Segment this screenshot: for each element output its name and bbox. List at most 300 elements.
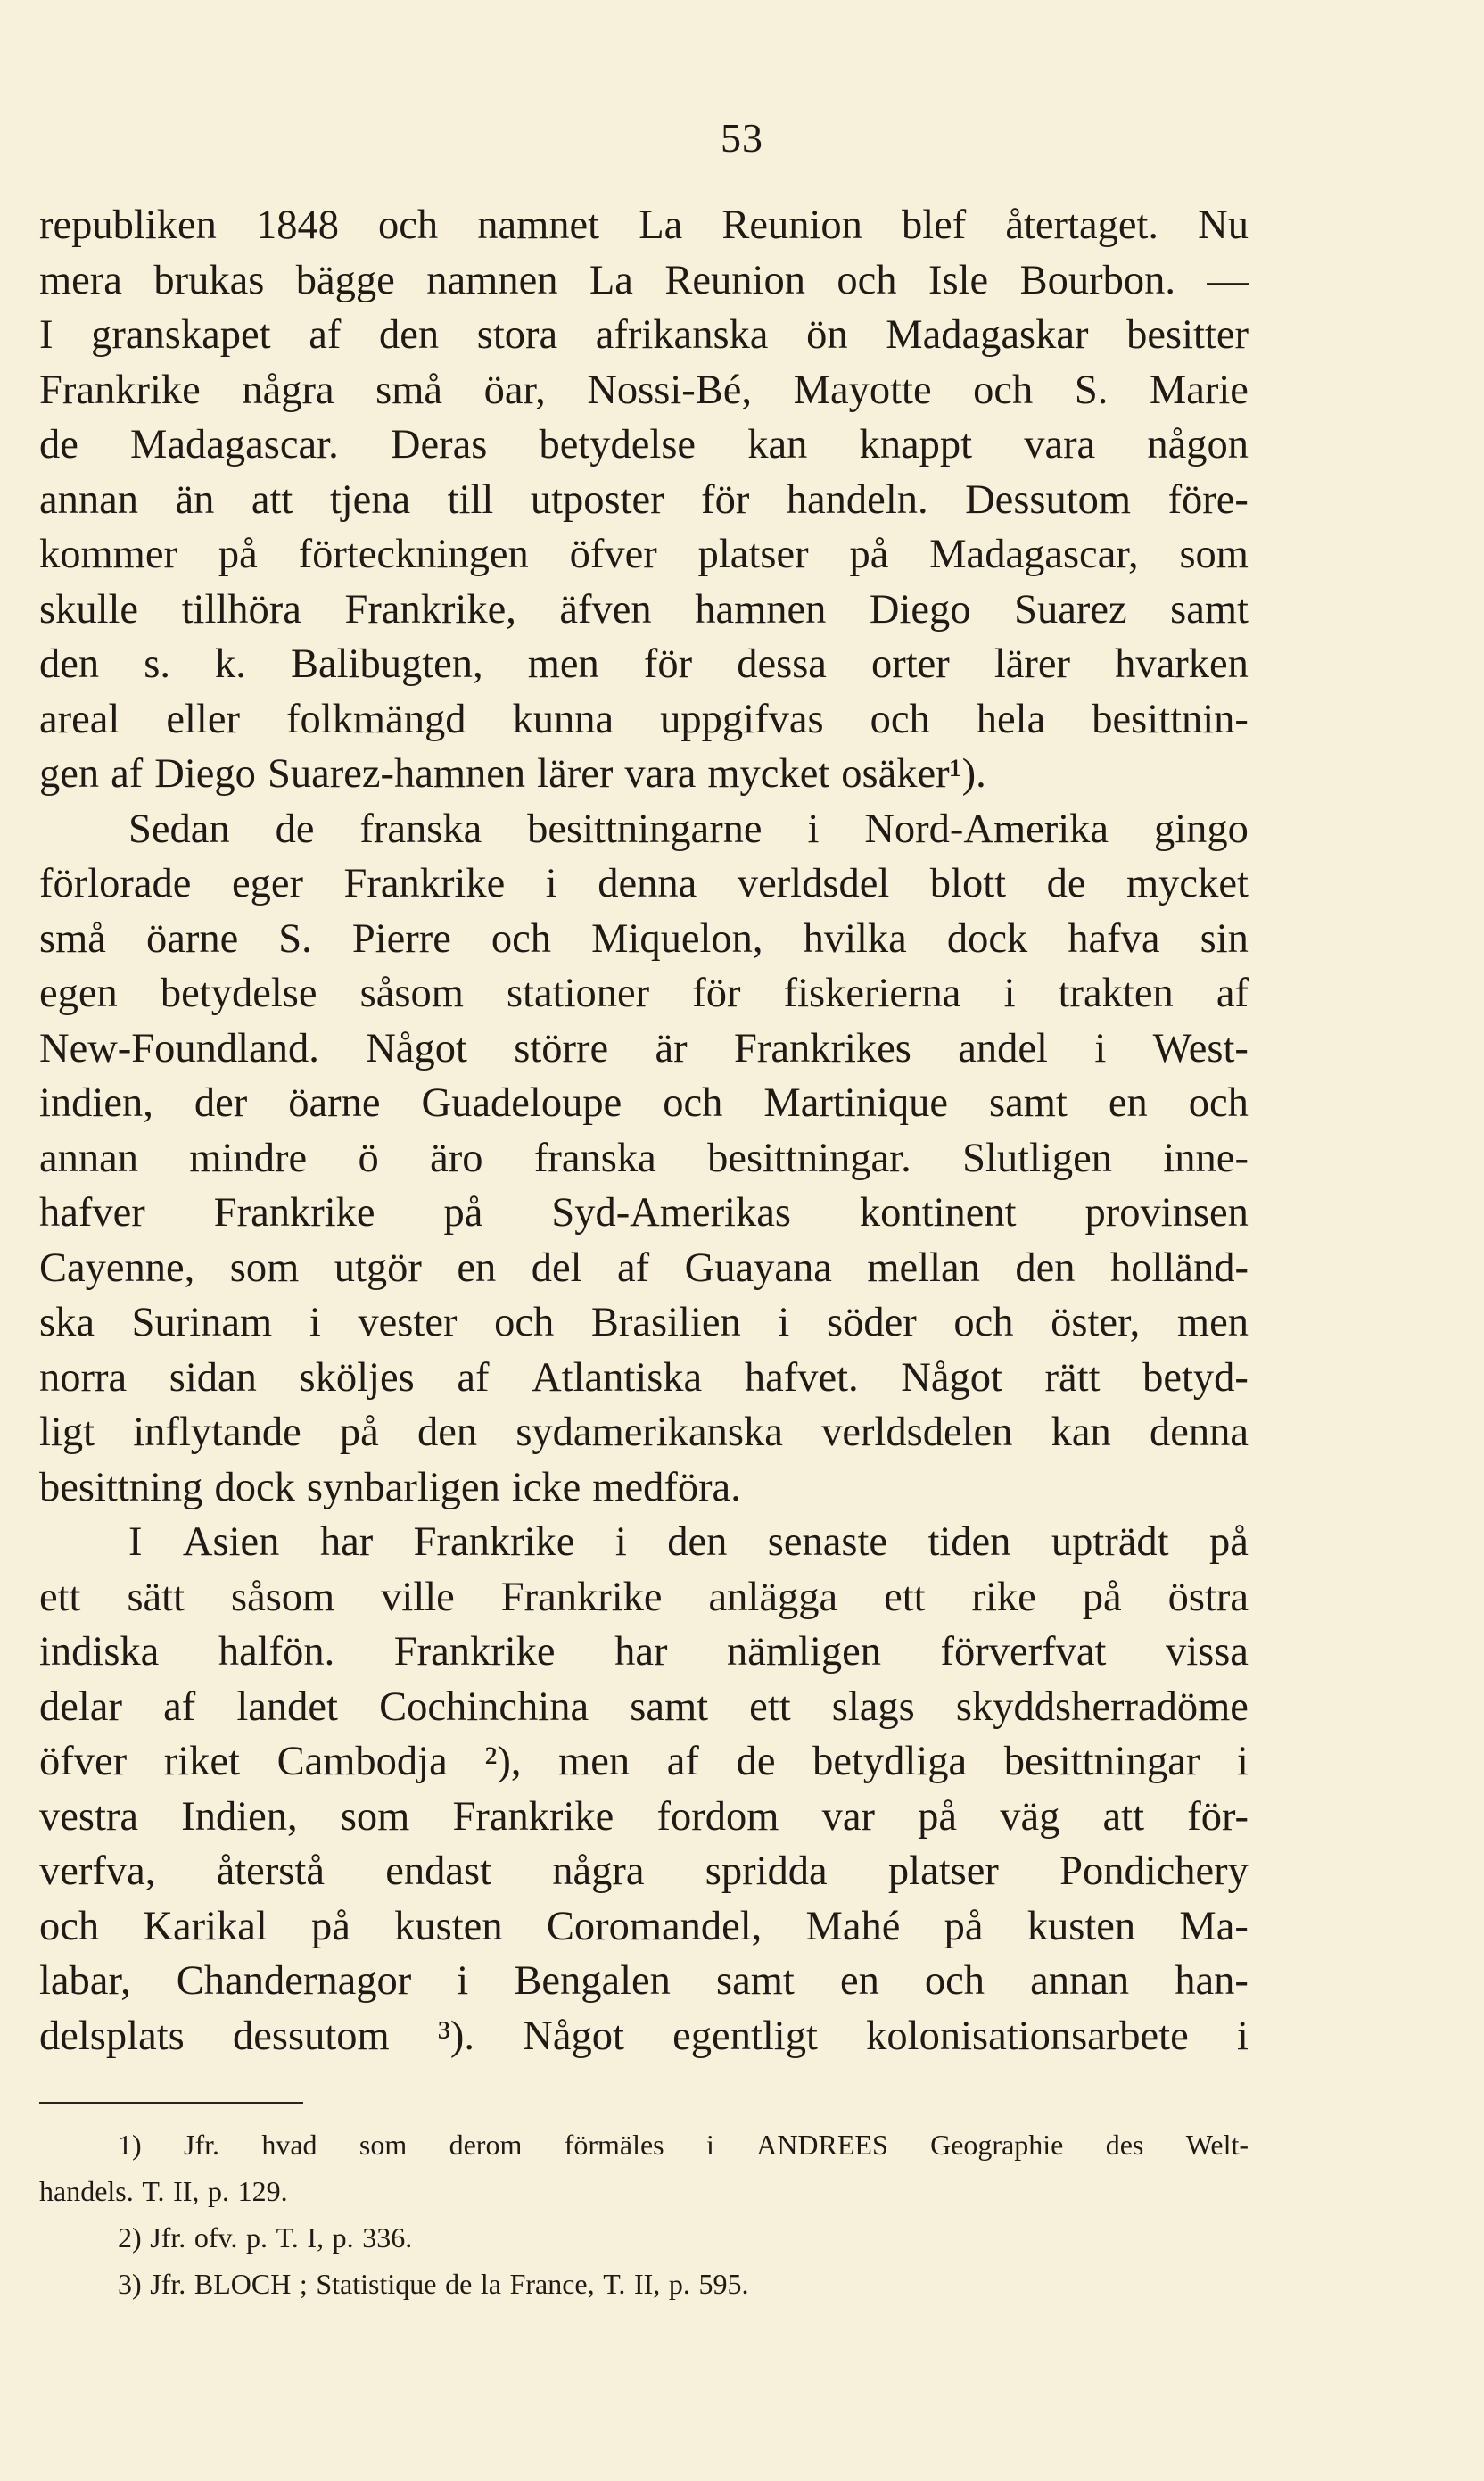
word: ³). [437, 2013, 474, 2059]
word: indiska [39, 1629, 160, 1675]
word: att [1102, 1793, 1145, 1840]
footnotes [39, 2121, 1249, 2307]
word: icke [511, 1464, 581, 1510]
word: delar [39, 1683, 122, 1730]
word: namnen [426, 257, 558, 303]
word: hafver [39, 1190, 145, 1236]
text-line [39, 1899, 1249, 1955]
word: den [39, 641, 100, 687]
word: tillhöra [181, 586, 301, 633]
word: Frankrike, [344, 586, 516, 633]
word: af [111, 751, 144, 797]
word: riket [163, 1739, 240, 1784]
word: T. [142, 2175, 165, 2207]
text-line [39, 1405, 1249, 1460]
word: af [163, 1683, 196, 1730]
word: 3) [118, 2268, 142, 2300]
text-line [39, 747, 1249, 802]
word: Frankrike [393, 1629, 556, 1675]
word: Asien [182, 1519, 280, 1565]
word: för [692, 971, 741, 1016]
word: hvilka [803, 915, 907, 962]
word: blott [929, 861, 1007, 906]
word: Miquelon, [591, 915, 763, 962]
word: och [870, 696, 930, 742]
word: I [39, 312, 54, 358]
word: Nord-Amerika [864, 806, 1109, 852]
word: och [953, 1300, 1014, 1345]
footnote-line [39, 2168, 1249, 2214]
word: upträdt [1051, 1519, 1169, 1565]
word: 1848 [255, 203, 339, 248]
word: Något [901, 1354, 1002, 1401]
word: Frankrikes [733, 1025, 911, 1071]
word: Nu [1198, 203, 1249, 248]
footnote-line [39, 2261, 1249, 2307]
word: Diego [154, 751, 256, 797]
word: Mayotte [793, 367, 932, 413]
word: tiden [928, 1519, 1011, 1565]
word: Cochinchina [379, 1683, 589, 1730]
word: annan [39, 476, 139, 523]
word: stationer [507, 971, 650, 1016]
text-line [39, 1570, 1249, 1625]
word: på [218, 532, 258, 577]
word: gen [39, 751, 100, 797]
word: Reunion [721, 203, 862, 248]
word: Nossi-Bé, [587, 367, 753, 413]
word: de [1046, 861, 1086, 906]
word: och [837, 257, 897, 303]
word: Diego [869, 586, 971, 633]
text-line [39, 1954, 1249, 2009]
word: Geographie [930, 2129, 1064, 2161]
word: blef [901, 203, 967, 248]
text-line [39, 1131, 1249, 1187]
word: än [175, 476, 215, 523]
word: på [339, 1410, 379, 1455]
word: Brasilien [590, 1300, 741, 1345]
word: verldsdelen [821, 1410, 1013, 1455]
word: en [457, 1245, 497, 1291]
word: slags [831, 1683, 915, 1730]
word: Madagascar. [130, 422, 339, 467]
word: ANDREES [756, 2129, 888, 2161]
word: France, [509, 2268, 595, 2300]
word: och [924, 1958, 985, 2004]
word: i [457, 1958, 469, 2004]
word: besittning [39, 1464, 203, 1510]
word: Coromandel, [546, 1903, 763, 1949]
text-line [39, 2009, 1249, 2064]
word: Karikal [143, 1903, 268, 1949]
word: ett [749, 1683, 791, 1730]
word: Bengalen [514, 1958, 671, 2004]
word: samt [989, 1080, 1068, 1126]
word: Welt- [1185, 2129, 1249, 2161]
word: S. [1074, 367, 1109, 413]
word: de [445, 2268, 473, 2300]
word: stora [476, 312, 558, 358]
word: öfver [39, 1739, 128, 1784]
word: Balibugten, [290, 641, 483, 687]
word: provinsen [1084, 1190, 1249, 1236]
word: delsplats [39, 2013, 185, 2059]
word: i [1094, 1025, 1107, 1071]
word: 129. [237, 2175, 288, 2207]
word: på [849, 532, 889, 577]
word: — [1207, 257, 1249, 303]
word: den [667, 1519, 728, 1565]
word: rätt [1044, 1354, 1101, 1401]
word: för [643, 641, 693, 687]
word: Statistique [316, 2268, 437, 2300]
word: samt [1170, 586, 1249, 633]
word: var [821, 1793, 875, 1840]
word: kommer [39, 532, 177, 577]
word: som [229, 1245, 300, 1291]
word: areal [39, 696, 120, 742]
word: mycket [1126, 861, 1249, 906]
word: besittningar. [707, 1135, 911, 1181]
word: betydelse [539, 422, 697, 467]
word: i [614, 1519, 627, 1565]
word: hvad [261, 2129, 317, 2161]
word: ö [358, 1135, 379, 1181]
word: han- [1175, 1958, 1249, 2004]
word: Guayana [684, 1245, 832, 1291]
word: ville [381, 1574, 455, 1620]
word: återtaget. [1005, 203, 1159, 248]
word: öster, [1051, 1300, 1141, 1345]
word: Deras [390, 422, 488, 467]
word: sin [1200, 915, 1249, 962]
word: har [614, 1629, 668, 1675]
word: är [655, 1025, 688, 1071]
word: Pierre [351, 915, 451, 962]
word: förlorade [39, 861, 192, 906]
word: West- [1152, 1025, 1249, 1071]
word: och [378, 203, 439, 248]
word: uppgifvas [660, 696, 824, 742]
word: indien, [39, 1080, 153, 1126]
word: New-Foundland. [39, 1025, 319, 1071]
word: annan [1030, 1958, 1130, 2004]
word: la [480, 2268, 501, 2300]
word: senaste [767, 1519, 888, 1565]
word: en [1108, 1080, 1148, 1126]
word: Pondichery [1059, 1848, 1249, 1894]
word: lärer [537, 751, 614, 797]
word: La [589, 257, 633, 303]
text-line [39, 473, 1249, 528]
word: att [251, 476, 293, 523]
footnote-line [39, 2121, 1249, 2168]
text-line [39, 1076, 1249, 1131]
word: Suarez-hamnen [267, 751, 526, 797]
word: några [552, 1848, 645, 1894]
word: en [839, 1958, 879, 2004]
word: till [447, 476, 494, 523]
word: som [340, 1793, 410, 1840]
word: den [417, 1410, 478, 1455]
word: på [311, 1903, 350, 1949]
text-line [39, 1241, 1249, 1296]
word: franska [533, 1135, 656, 1181]
word: Cayenne, [39, 1245, 195, 1291]
word: II, [633, 2268, 661, 2300]
word: ligt [39, 1410, 95, 1455]
word: franska [359, 806, 482, 852]
word: verfva, [39, 1848, 156, 1894]
word: des [1105, 2129, 1144, 2161]
word: besitter [1126, 312, 1249, 358]
word: små [39, 915, 106, 962]
word: vissa [1165, 1629, 1249, 1675]
word: såsom [230, 1574, 335, 1620]
word: skulle [39, 586, 139, 633]
text-line [39, 1844, 1249, 1899]
word: besittnin- [1092, 696, 1249, 742]
word: Bourbon. [1019, 257, 1175, 303]
word: sidan [169, 1354, 257, 1401]
word: östra [1167, 1574, 1249, 1620]
word: Sedan [128, 806, 230, 852]
word: på [944, 1903, 984, 1949]
word: besittningarne [527, 806, 763, 852]
word: Syd-Amerikas [551, 1190, 791, 1236]
word: vestra [39, 1793, 139, 1840]
word: eller [166, 696, 240, 742]
text-line [39, 1790, 1249, 1845]
word: mera [39, 257, 122, 303]
word: betydelse [160, 971, 317, 1016]
word: små [375, 367, 443, 413]
word: holländ- [1109, 1245, 1249, 1291]
text-line [39, 1295, 1249, 1351]
word: besittningar [1003, 1739, 1200, 1784]
word: Slutligen [962, 1135, 1113, 1181]
word: platser [887, 1848, 999, 1894]
word: bägge [295, 257, 395, 303]
text-line [39, 527, 1249, 583]
footnote-rule [39, 2102, 303, 2104]
word: några [242, 367, 334, 413]
word: T. [276, 2221, 299, 2254]
word: Reunion [664, 257, 805, 303]
word: af [457, 1354, 490, 1401]
word: namnet [477, 203, 600, 248]
word: Madagascar, [929, 532, 1139, 577]
word: verldsdel [737, 861, 890, 906]
word: rike [971, 1574, 1036, 1620]
word: och [1188, 1080, 1249, 1126]
word: mellan [867, 1245, 980, 1291]
text-line [39, 1351, 1249, 1406]
word: sköljes [299, 1354, 415, 1401]
word: Madagaskar [886, 312, 1089, 358]
text-line [39, 583, 1249, 638]
word: samt [716, 1958, 795, 2004]
word: som [1179, 532, 1249, 577]
word: s. [144, 641, 170, 687]
word: på [1082, 1574, 1122, 1620]
word: der [194, 1080, 248, 1126]
word: Frankrike [39, 367, 201, 413]
word: dock [214, 1464, 295, 1510]
word: af [617, 1245, 650, 1291]
text-line [39, 802, 1249, 857]
word: i [545, 861, 557, 906]
word: gingo [1154, 806, 1249, 852]
word: granskapet [91, 312, 271, 358]
word: betyd- [1142, 1354, 1249, 1401]
word: p. [668, 2268, 690, 2300]
word: på [918, 1793, 958, 1840]
word: och [39, 1903, 100, 1949]
word: sydamerikanska [515, 1410, 783, 1455]
word: anlägga [708, 1574, 838, 1620]
word: spridda [705, 1848, 828, 1894]
word: öfver [569, 532, 657, 577]
word: egen [39, 971, 118, 1016]
text-line [39, 198, 1249, 253]
word: k. [215, 641, 246, 687]
word: Atlantiska [532, 1354, 703, 1401]
word: Frankrike [213, 1190, 375, 1236]
word: vara [624, 751, 697, 797]
word: utposter [530, 476, 664, 523]
word: på [1209, 1519, 1249, 1565]
word: dock [946, 915, 1028, 962]
word: egentligt [672, 2013, 818, 2059]
word: dessa [737, 641, 827, 687]
word: före- [1167, 476, 1249, 523]
word: synbarligen [306, 1464, 500, 1510]
word: kolonisationsarbete [866, 2013, 1189, 2059]
text-line [39, 1021, 1249, 1077]
word: sätt [127, 1574, 186, 1620]
word: Mahé [805, 1903, 901, 1949]
word: ön [806, 312, 848, 358]
text-line [39, 1625, 1249, 1680]
word: ²), [484, 1739, 522, 1784]
word: Frankrike [500, 1574, 663, 1620]
word: Dessutom [965, 476, 1132, 523]
footnote-line [39, 2214, 1249, 2261]
word: hafva [1068, 915, 1160, 962]
word: Cambodja [276, 1739, 448, 1784]
word: mycket [707, 751, 830, 797]
word: äro [430, 1135, 483, 1181]
word: förverfvat [940, 1629, 1107, 1675]
word: samt [630, 1683, 709, 1730]
word: återstå [216, 1848, 325, 1894]
word: i [309, 1300, 321, 1345]
word: kusten [1026, 1903, 1136, 1949]
word: hafvet. [744, 1354, 859, 1401]
word: ofv. [194, 2221, 238, 2254]
word: öar, [483, 367, 546, 413]
word: platser [697, 532, 809, 577]
word: Surinam [131, 1300, 273, 1345]
word: i [705, 2129, 714, 2161]
word: Suarez [1014, 586, 1127, 633]
word: men [1176, 1300, 1249, 1345]
word: norra [39, 1354, 128, 1401]
word: vara [1024, 422, 1096, 467]
text-line [39, 363, 1249, 418]
word: brukas [153, 257, 265, 303]
text-line [39, 637, 1249, 692]
word: Jfr. [150, 2221, 186, 2254]
word: denna [598, 861, 697, 906]
word: 2) [118, 2221, 142, 2254]
word: någon [1147, 422, 1249, 467]
word: för- [1187, 1793, 1249, 1840]
word: Jfr. [184, 2129, 219, 2161]
word: halfön. [218, 1629, 335, 1675]
word: 595. [698, 2268, 749, 2300]
word: har [319, 1519, 374, 1565]
word: 336. [362, 2221, 413, 2254]
word: inflytande [133, 1410, 301, 1455]
word: osäker¹). [841, 751, 986, 797]
word: öarne [145, 915, 239, 962]
word: annan [39, 1135, 139, 1181]
word: för [701, 476, 750, 523]
word: Chandernagor [176, 1958, 412, 2004]
word: inne- [1163, 1135, 1249, 1181]
word: i [1236, 1739, 1249, 1784]
word: Frankrike [452, 1793, 614, 1840]
word: kontinent [859, 1190, 1017, 1236]
word: trakten [1058, 971, 1174, 1016]
word: i [778, 1300, 790, 1345]
word: labar, [39, 1958, 131, 2004]
word: endast [385, 1848, 492, 1894]
word: fordom [656, 1793, 779, 1840]
word: äfven [559, 586, 652, 633]
text-line [39, 856, 1249, 912]
word: hamnen [695, 586, 827, 633]
text-line [39, 966, 1249, 1021]
word: den [1015, 1245, 1076, 1291]
text-line [39, 1734, 1249, 1790]
word: den [378, 312, 440, 358]
word: mindre [189, 1135, 308, 1181]
text-line [39, 418, 1249, 473]
word: T. [603, 2268, 626, 2300]
word: och [494, 1300, 555, 1345]
text-line [39, 1680, 1249, 1735]
word: folkmängd [286, 696, 466, 742]
word: Jfr. [150, 2268, 186, 2300]
word: öarne [288, 1080, 381, 1126]
word: hela [976, 696, 1046, 742]
word: vester [358, 1300, 458, 1345]
word: ett [39, 1574, 81, 1620]
word: ett [884, 1574, 926, 1620]
text-line [39, 253, 1249, 309]
word: p. [246, 2221, 268, 2254]
word: i [1003, 971, 1016, 1016]
word: II, [173, 2175, 200, 2207]
word: p. [332, 2221, 354, 2254]
word: men [558, 1739, 631, 1784]
word: p. [208, 2175, 230, 2207]
word: I, [307, 2221, 325, 2254]
